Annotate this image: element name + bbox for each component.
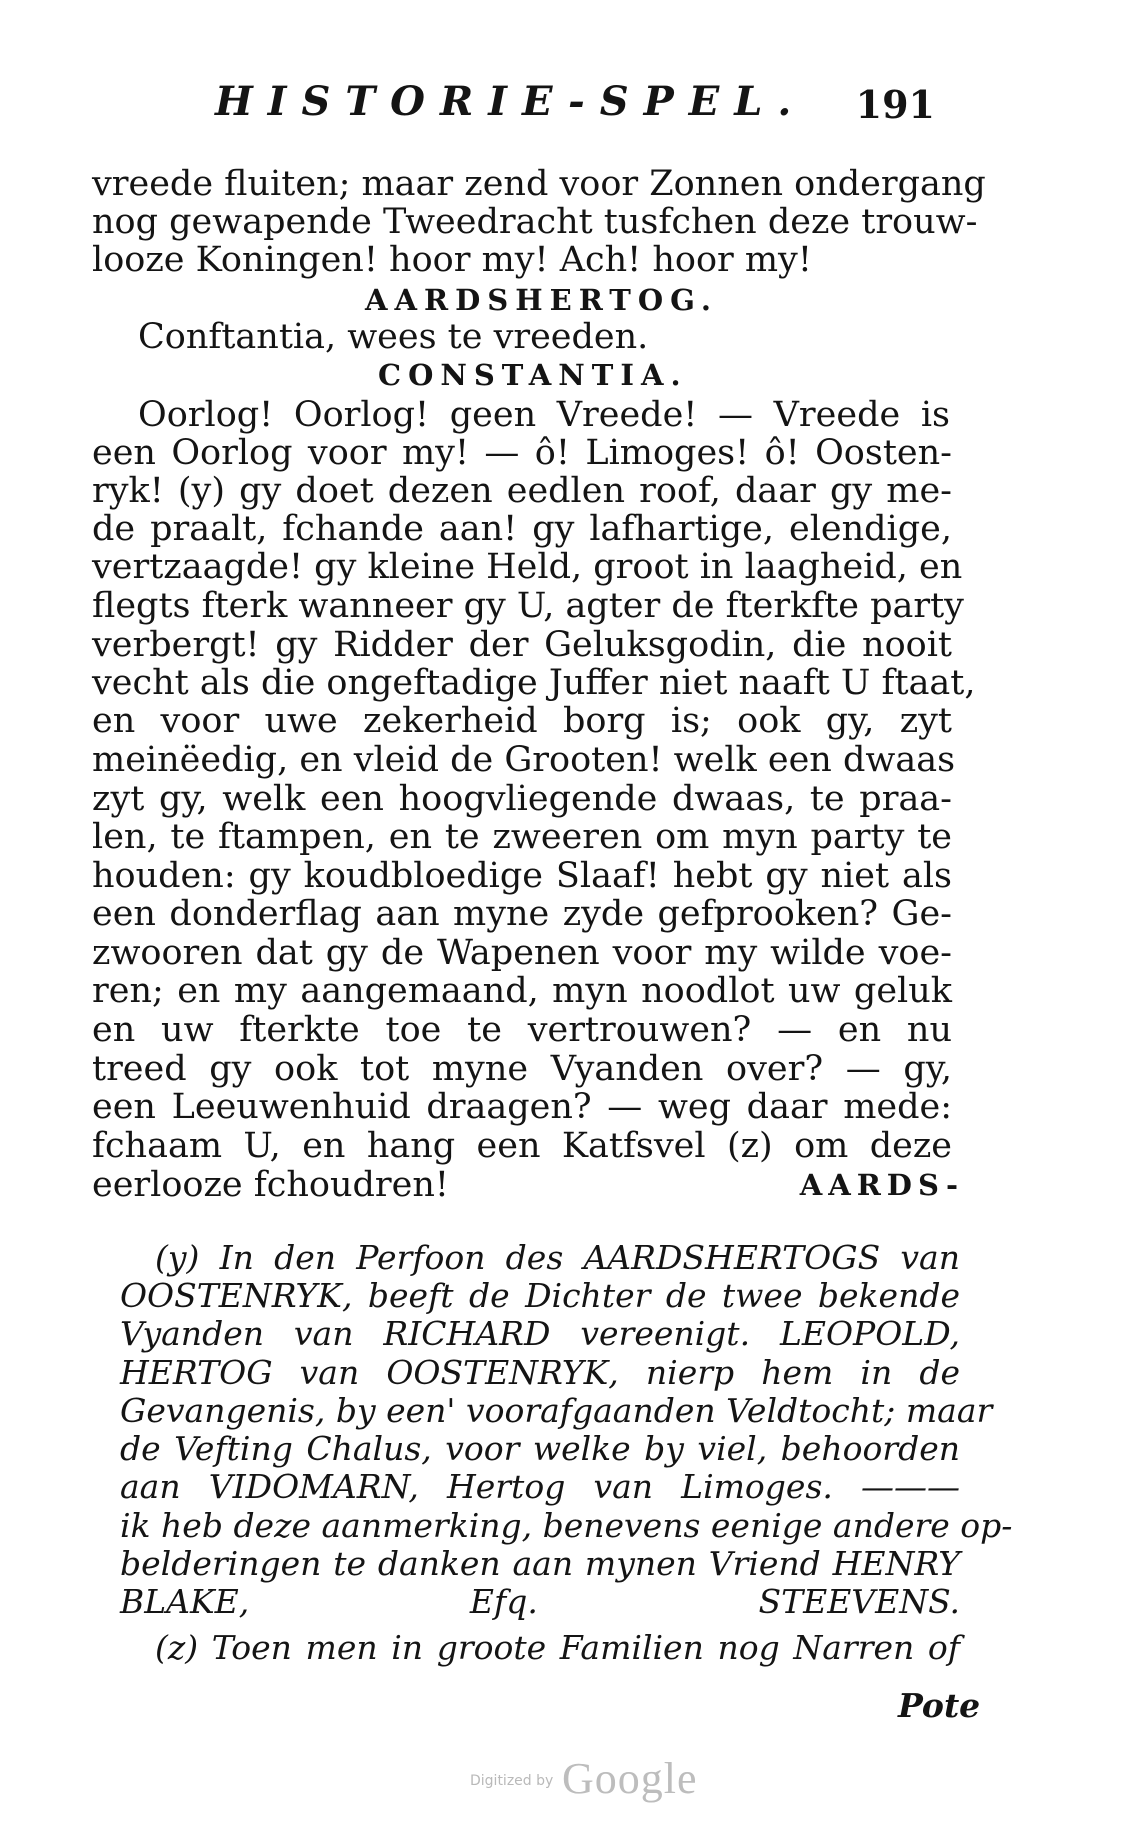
footnote-line: Gevangenis, by een' voorafgaanden Veldtocht; maar [120, 1391, 993, 1430]
text-line: flegts fterk wanneer gy U, agter de fterkfte party [92, 586, 964, 626]
footnote-line: aan VIDOMARN, Hertog van Limoges. ——— [120, 1467, 960, 1506]
text-line: en uw fterkte toe te vertrouwen? — en nu [92, 1010, 952, 1050]
footnote-line: (y) In den Perfoon des AARDSHERTOGS van [155, 1238, 960, 1277]
text-line: looze Koningen! hoor my! Ach! hoor my! [92, 240, 812, 280]
text-line: treed gy ook tot myne Vyanden over? — gy, [92, 1049, 952, 1089]
footnote-line: HERTOG van OOSTENRYK, nierp hem in de [120, 1353, 960, 1392]
speaker-heading: AARDSHERTOG. [365, 283, 718, 317]
text-line: zyt gy, welk een hoogvliegende dwaas, te praa- [92, 779, 952, 819]
text-line: fchaam U, en hang een Katfsvel (z) om deze [92, 1126, 952, 1166]
footnote-line: Vyanden van RICHARD vereenigt. LEOPOLD, [120, 1314, 960, 1353]
text-line: verbergt! gy Ridder der Geluksgodin, die nooit [92, 625, 952, 665]
text-line: ryk! (y) gy doet dezen eedlen roof, daar gy me- [92, 471, 952, 511]
text-line: meinëedig, en vleid de Grooten! welk een dwaas [92, 740, 956, 780]
text-line: de praalt, fchande aan! gy lafhartige, elendige, [92, 509, 952, 549]
speaker-heading: CONSTANTIA. [378, 358, 688, 392]
watermark-prefix: Digitized by [470, 1773, 554, 1789]
footnote-line: OOSTENRYK, beeft de Dichter de twee bekende [120, 1276, 960, 1315]
text-line: een Oorlog voor my! — ô! Limoges! ô! Oosten- [92, 433, 952, 473]
catchword: Pote [898, 1686, 981, 1725]
text-line: eerlooze fchoudren! [92, 1165, 449, 1205]
text-line: een donderflag aan myne zyde gefprooken? Ge- [92, 894, 952, 934]
text-line: ren; en my aangemaand, myn noodlot uw geluk [92, 971, 952, 1011]
text-line: nog gewapende Tweedracht tusfchen deze trouw- [92, 202, 978, 242]
footnote-line: ik heb deze aanmerking, benevens eenige andere op- [120, 1506, 1013, 1545]
text-line: len, te ftampen, en te zweeren om myn party te [92, 817, 952, 857]
text-line: vecht als die ongeftadige Juffer niet naaft U ftaat, [92, 663, 976, 703]
text-line: zwooren dat gy de Wapenen voor my wilde voe- [92, 933, 952, 973]
text-line: houden: gy koudbloedige Slaaf! hebt gy niet als [92, 856, 952, 896]
digitized-watermark [470, 1753, 698, 1803]
text-line: en voor uwe zekerheid borg is; ook gy, zyt [92, 701, 952, 741]
footnote-line: (z) Toen men in groote Familien nog Narren of [155, 1628, 960, 1667]
page-number: 191 [855, 82, 935, 127]
text-line: een Leeuwenhuid draagen? — weg daar mede: [92, 1087, 952, 1127]
page-header [215, 78, 935, 128]
footnote-line: BLAKE, Efq. STEEVENS. [120, 1582, 960, 1621]
text-line: vertzaagde! gy kleine Held, groot in laagheid, en [92, 547, 963, 587]
catchword: AARDS- [799, 1168, 964, 1202]
text-line: Oorlog! Oorlog! geen Vreede! — Vreede is [138, 395, 950, 435]
footnote-line: de Vefting Chalus, voor welke by viel, behoorden [120, 1429, 960, 1468]
running-title: HISTORIE-SPEL. [215, 78, 807, 125]
text-line: Conftantia, wees te vreeden. [138, 317, 649, 357]
google-logo: Google [562, 1754, 698, 1803]
text-line: vreede fluiten; maar zend voor Zonnen ondergang [92, 164, 986, 204]
footnote-line: belderingen te danken aan mynen Vriend HENRY [120, 1544, 960, 1583]
